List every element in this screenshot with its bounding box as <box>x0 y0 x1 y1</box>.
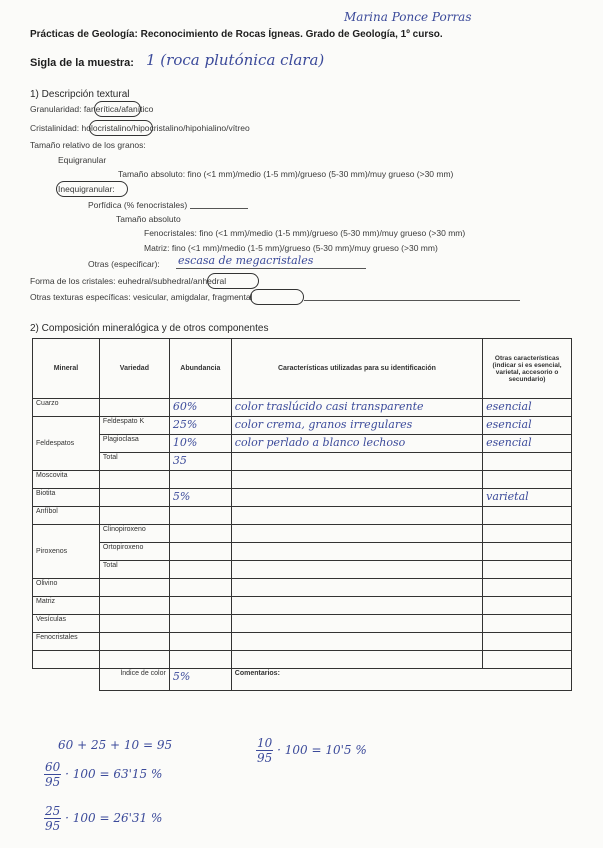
mineral-cell: Vesículas <box>33 615 100 633</box>
fenocristales-line: Fenocristales: fino (<1 mm)/medio (1-5 mm)/grueso (5-30 mm)/muy grueso (>30 mm) <box>144 228 466 238</box>
calc-fk-result: · 100 = 26'31 % <box>65 811 163 825</box>
tipo-cell: esencial <box>483 435 572 453</box>
table-header-row <box>33 339 572 399</box>
table-row <box>33 615 572 633</box>
abundance-cell: 35 <box>169 453 231 471</box>
table-row <box>33 651 572 669</box>
table-row <box>33 561 572 579</box>
col-caracteristicas: Características utilizadas para su identificación <box>231 339 482 399</box>
calc-plag <box>256 736 367 765</box>
otras-value: escasa de megacristales <box>178 254 314 267</box>
cristalinidad-circle <box>89 120 153 136</box>
calc-fk <box>44 804 162 833</box>
equigranular-line: Equigranular <box>58 155 107 165</box>
tipo-cell: esencial <box>483 399 572 417</box>
cristalinidad-line: Cristalinidad: holocristalino/hipocristalino/hipohialino/vítreo <box>30 123 250 133</box>
porfidica-underline <box>190 208 248 209</box>
abundance-cell: 10% <box>169 435 231 453</box>
otras-texturas-line: Otras texturas específicas: vesicular, amigdalar, fragmental <box>30 292 253 302</box>
table-footer-row <box>33 669 572 691</box>
granularidad-circle <box>94 101 141 117</box>
otras-texturas-underline <box>304 300 520 301</box>
tamano-absoluto2-line: Tamaño absoluto <box>116 214 181 224</box>
sample-value: 1 (roca plutónica clara) <box>146 51 325 69</box>
comentarios-label: Comentarios: <box>231 669 571 691</box>
caracteristicas-cell: color perlado a blanco lechoso <box>231 435 482 453</box>
table-row <box>33 489 572 507</box>
table-row <box>33 579 572 597</box>
table-row <box>33 471 572 489</box>
mineral-cell: Piroxenos <box>33 525 100 579</box>
variedad-cell: Total <box>99 453 169 471</box>
tipo-cell: varietal <box>483 489 572 507</box>
indice-label: Índice de color <box>99 669 169 691</box>
mineral-cell: Biotita <box>33 489 100 507</box>
table-row <box>33 453 572 471</box>
inequigranular-circle <box>56 181 128 197</box>
table-row <box>33 417 572 435</box>
col-variedad: Variedad <box>99 339 169 399</box>
tipo-cell: esencial <box>483 417 572 435</box>
tamano-relativo-line: Tamaño relativo de los granos: <box>30 140 146 150</box>
mineral-cell: Feldespatos <box>33 417 100 471</box>
sample-label: Sigla de la muestra: <box>30 57 134 69</box>
table-row <box>33 633 572 651</box>
mineral-cell: Moscovita <box>33 471 100 489</box>
calc-plag-den: 95 <box>257 751 273 765</box>
caracteristicas-cell: color traslúcido casi transparente <box>231 399 482 417</box>
calc-quartz-num: 60 <box>45 760 61 774</box>
variedad-cell: Plagioclasa <box>99 435 169 453</box>
inequigranular-line: Inequigranular: <box>58 184 115 194</box>
abundance-cell: 25% <box>169 417 231 435</box>
table-row <box>33 507 572 525</box>
mineral-cell: Cuarzo <box>33 399 100 417</box>
calc-sum: 60 + 25 + 10 = 95 <box>58 738 173 752</box>
forma-circle <box>207 273 259 289</box>
otras-underline <box>176 268 366 269</box>
section1-heading: 1) Descripción textural <box>30 89 130 100</box>
porfidica-line: Porfídica (% fenocristales) <box>88 200 188 210</box>
page-title: Prácticas de Geología: Reconocimiento de Rocas Ígneas. Grado de Geología, 1º curso. <box>30 29 443 40</box>
matriz-line: Matriz: fino (<1 mm)/medio (1-5 mm)/grueso (5-30 mm)/muy grueso (>30 mm) <box>144 243 438 253</box>
student-name: Marina Ponce Porras <box>344 10 472 24</box>
calc-quartz-result: · 100 = 63'15 % <box>65 767 163 781</box>
mineral-cell: Fenocristales <box>33 633 100 651</box>
table-row <box>33 435 572 453</box>
mineral-cell: Matriz <box>33 597 100 615</box>
abundance-cell: 5% <box>169 489 231 507</box>
tamano-absoluto-line: Tamaño absoluto: fino (<1 mm)/medio (1-5 mm)/grueso (5-30 mm)/muy grueso (>30 mm) <box>118 169 454 179</box>
calc-plag-num: 10 <box>257 736 273 750</box>
indice-value: 5% <box>169 669 231 691</box>
table-row <box>33 543 572 561</box>
calc-plag-result: · 100 = 10'5 % <box>277 743 367 757</box>
granularidad-line: Granularidad: fanerítica/afanítico <box>30 104 154 114</box>
table-row <box>33 597 572 615</box>
section2-heading: 2) Composición mineralógica y de otros componentes <box>30 323 269 334</box>
calc-quartz <box>44 760 162 789</box>
calc-quartz-den: 95 <box>45 775 61 789</box>
variedad-cell: Feldespato K <box>99 417 169 435</box>
variedad-cell: Total <box>99 561 169 579</box>
calc-fk-den: 95 <box>45 819 61 833</box>
variedad-cell: Ortopiroxeno <box>99 543 169 561</box>
calc-fk-num: 25 <box>45 804 61 818</box>
mineral-cell: Anfíbol <box>33 507 100 525</box>
table-row <box>33 399 572 417</box>
otras-label: Otras (especificar): <box>88 259 160 269</box>
mineral-table <box>32 338 572 691</box>
col-abundancia: Abundancia <box>169 339 231 399</box>
variedad-cell: Clinopiroxeno <box>99 525 169 543</box>
fragmental-circle <box>250 289 304 305</box>
caracteristicas-cell: color crema, granos irregulares <box>231 417 482 435</box>
table-row <box>33 525 572 543</box>
col-otras: Otras características (indicar si es esencial, varietal, accesorio o secundario) <box>483 339 572 399</box>
forma-line: Forma de los cristales: euhedral/subhedral/anhedral <box>30 276 227 286</box>
col-mineral: Mineral <box>33 339 100 399</box>
mineral-cell: Olivino <box>33 579 100 597</box>
abundance-cell: 60% <box>169 399 231 417</box>
